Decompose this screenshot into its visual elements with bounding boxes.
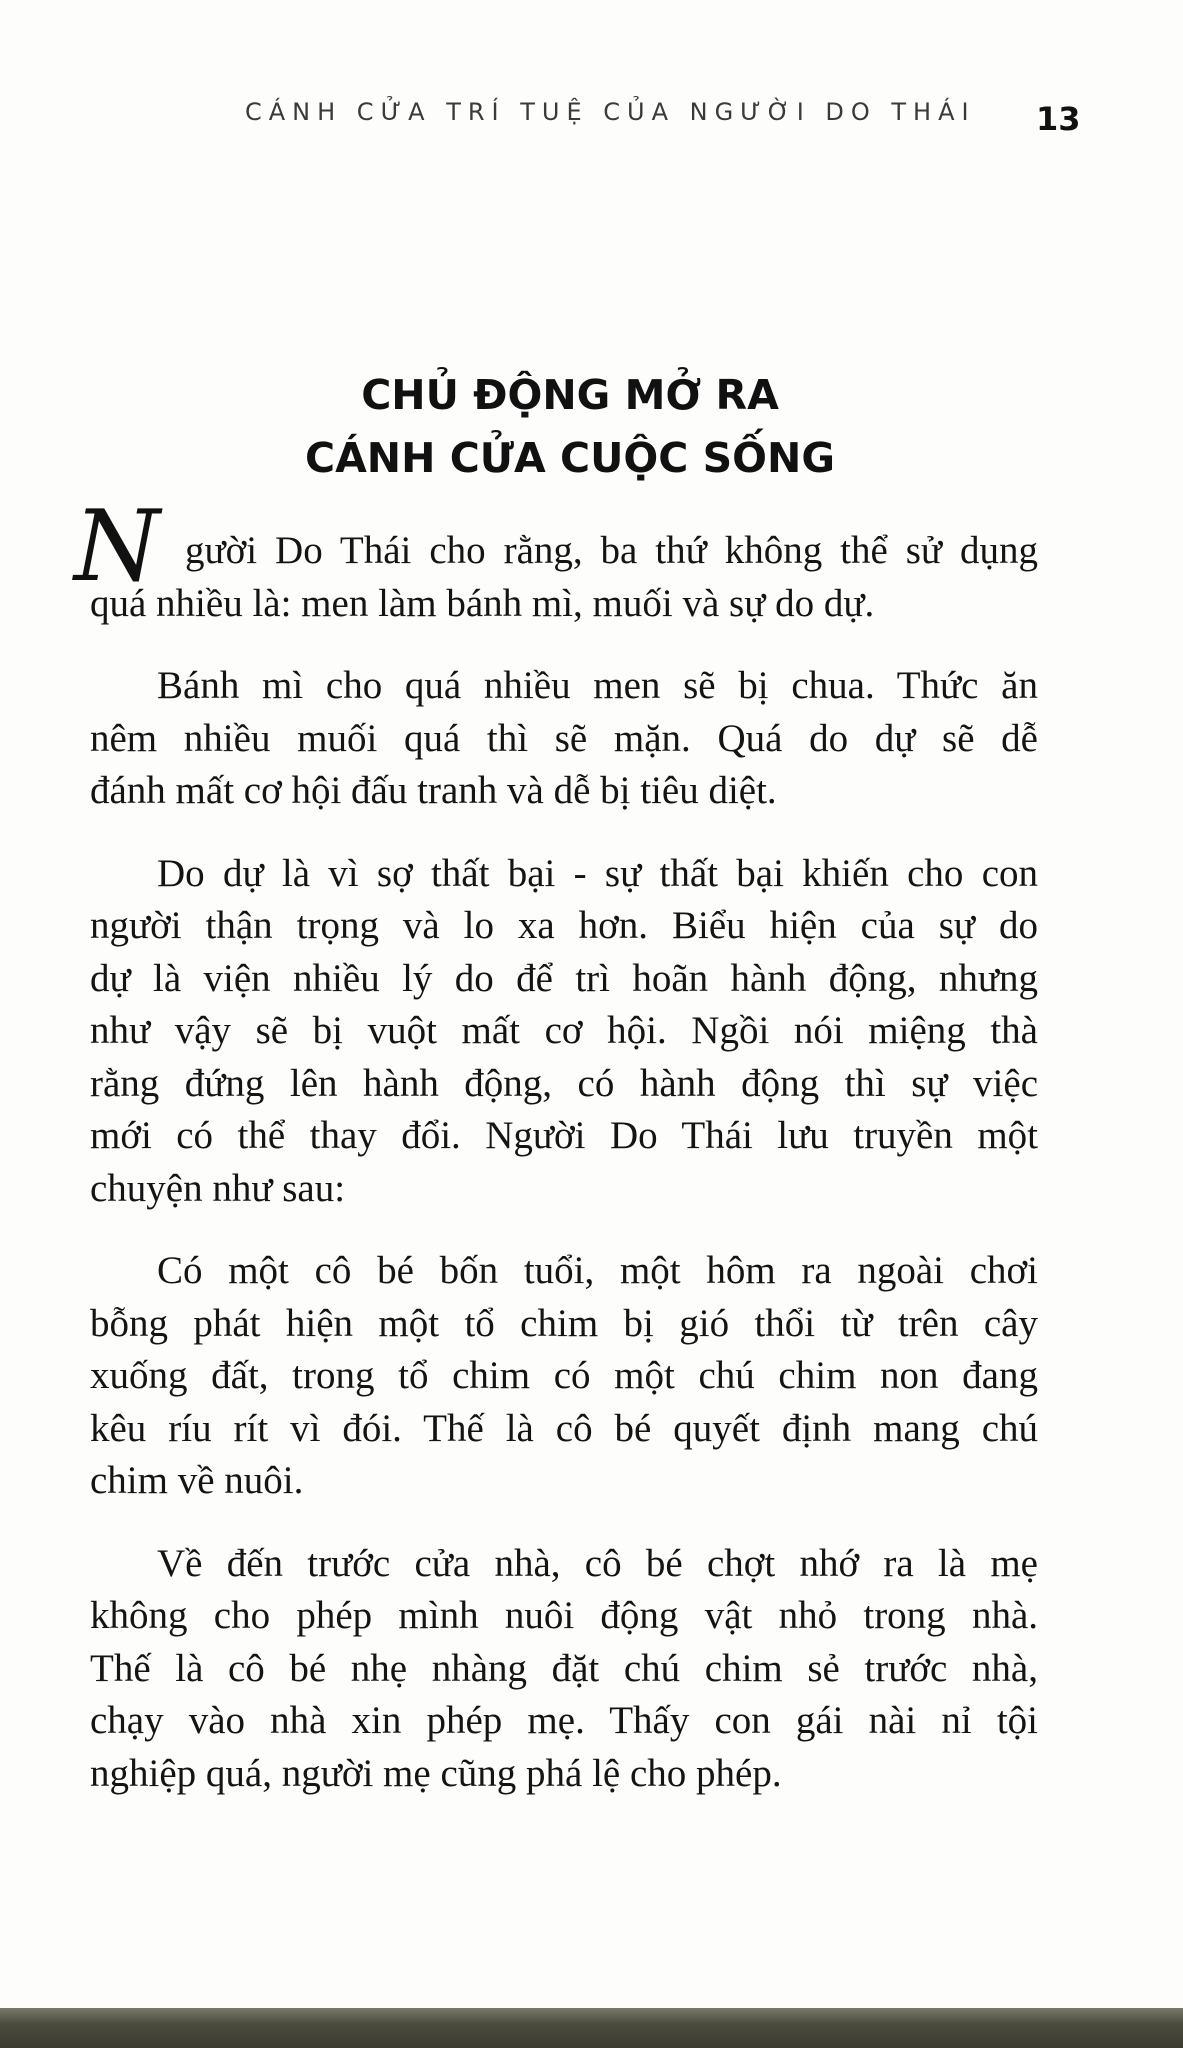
chapter-title [0, 364, 1140, 490]
paragraph-line: quá nhiều là: men làm bánh mì, muối và sự do dự. [90, 581, 875, 625]
paragraph-line: chuyện như sau: [90, 1166, 346, 1210]
paragraph-line: như vậy sẽ bị vuột mất cơ hội. Ngồi nói miệng thà [90, 1009, 1038, 1052]
paragraph-line: người thận trọng và lo xa hơn. Biểu hiện của sự do [90, 904, 1038, 947]
paragraph-line: đánh mất cơ hội đấu tranh và dễ bị tiêu diệt. [90, 769, 777, 812]
paragraph-line: không cho phép mình nuôi động vật nhỏ trong nhà. [90, 1594, 1038, 1637]
running-header: CÁNH CỬA TRÍ TUỆ CỦA NGƯỜI DO THÁI [245, 98, 976, 126]
paragraph-line: bỗng phát hiện một tổ chim bị gió thổi từ trên cây [90, 1301, 1038, 1345]
drop-cap: N [74, 490, 160, 604]
paragraph-4 [90, 1245, 1038, 1508]
paragraph-3 [90, 848, 1038, 1216]
paragraph-line: chim về nuôi. [90, 1459, 304, 1502]
paragraph-line: Có một cô bé bốn tuổi, một hôm ra ngoài chơi [157, 1249, 1038, 1292]
paragraph-5 [90, 1538, 1038, 1801]
paragraph-line: nghiệp quá, người mẹ cũng phá lệ cho phép. [90, 1751, 782, 1795]
paragraph-line: Bánh mì cho quá nhiều men sẽ bị chua. Thức ăn [157, 664, 1038, 707]
paragraph-1 [90, 525, 1038, 630]
paragraph-2 [90, 660, 1038, 818]
page-bottom-edge [0, 2008, 1183, 2048]
chapter-title-line-2: CÁNH CỬA CUỘC SỐNG [304, 434, 836, 482]
paragraph-line: xuống đất, trong tổ chim có một chú chim non đang [90, 1354, 1038, 1397]
paragraph-line: nêm nhiều muối quá thì sẽ mặn. Quá do dự sẽ dễ [90, 716, 1038, 760]
chapter-title-line-1: CHỦ ĐỘNG MỞ RA [361, 371, 779, 419]
paragraph-line: kêu ríu rít vì đói. Thế là cô bé quyết định mang chú [90, 1406, 1038, 1450]
paragraph-line: Về đến trước cửa nhà, cô bé chợt nhớ ra là mẹ [157, 1541, 1038, 1585]
paragraph-line: dự là viện nhiều lý do để trì hoãn hành động, nhưng [90, 956, 1038, 1000]
paragraph-line: Do dự là vì sợ thất bại - sự thất bại khiến cho con [157, 851, 1038, 895]
paragraph-line: chạy vào nhà xin phép mẹ. Thấy con gái nài nỉ tội [90, 1699, 1038, 1742]
paragraph-line: gười Do Thái cho rằng, ba thứ không thể sử dụng [185, 529, 1038, 572]
paragraph-line: rằng đứng lên hành động, có hành động thì sự việc [90, 1061, 1038, 1105]
paragraph-line: mới có thể thay đổi. Người Do Thái lưu truyền một [90, 1114, 1038, 1157]
paragraph-line: Thế là cô bé nhẹ nhàng đặt chú chim sẻ trước nhà, [90, 1646, 1038, 1690]
page-number: 13 [1036, 100, 1081, 138]
body-text [90, 525, 1038, 1830]
